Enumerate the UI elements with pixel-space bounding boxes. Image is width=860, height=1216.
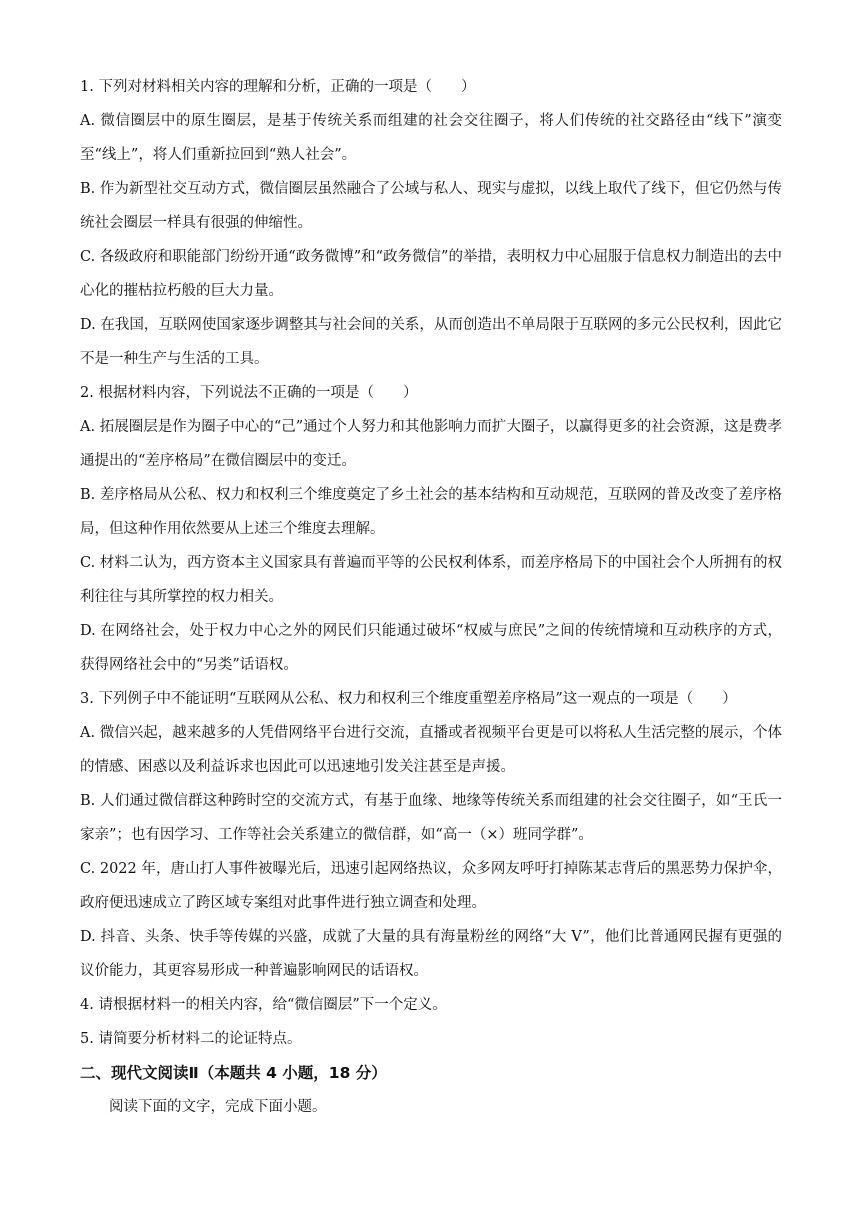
question-3-option-a: A. 微信兴起，越来越多的人凭借网络平台进行交流，直播或者视频平台更是可以将私人生活完整的展示，个体的情感、困惑以及利益诉求也因此可以迅速地引发关注甚至是声援。 (80, 725, 782, 775)
section-heading: 二、现代文阅读Ⅱ（本题共 4 小题，18 分） (80, 1064, 387, 1082)
question-2-stem: 2. 根据材料内容，下列说法不正确的一项是（ ） (80, 385, 418, 401)
question-1-option-a: A. 微信圈层中的原生圈层，是基于传统关系而组建的社会交往圈子，将人们传统的社交路径由“线下”演变至“线上”，将人们重新拉回到“熟人社会”。 (80, 113, 782, 163)
question-4-stem: 4. 请根据材料一的相关内容，给“微信圈层”下一个定义。 (80, 997, 447, 1013)
question-1-option-d: D. 在我国，互联网使国家逐步调整其与社会间的关系，从而创造出不单局限于互联网的多元公民权利，因此它不是一种生产与生活的工具。 (80, 317, 782, 367)
question-3-option-c: C. 2022 年，唐山打人事件被曝光后，迅速引起网络热议，众多网友呼吁打掉陈某志背后的黑恶势力保护伞，政府便迅速成立了跨区域专案组对此事件进行独立调查和处理。 (80, 861, 782, 911)
question-2-option-d: D. 在网络社会，处于权力中心之外的网民们只能通过破坏“权威与庶民”之间的传统情境和互动秩序的方式，获得网络社会中的“另类”话语权。 (80, 623, 782, 673)
question-1-option-c: C. 各级政府和职能部门纷纷开通“政务微博”和“政务微信”的举措，表明权力中心屈服于信息权力制造出的去中心化的摧枯拉朽般的巨大力量。 (80, 249, 782, 299)
question-1-option-b: B. 作为新型社交互动方式，微信圈层虽然融合了公域与私人、现实与虚拟，以线上取代了线下，但它仍然与传统社会圈层一样具有很强的伸缩性。 (80, 181, 782, 231)
section-instruction: 阅读下面的文字，完成下面小题。 (109, 1099, 327, 1115)
question-1-stem: 1. 下列对材料相关内容的理解和分析，正确的一项是（ ） (80, 79, 476, 95)
question-2-option-b: B. 差序格局从公私、权力和权利三个维度奠定了乡土社会的基本结构和互动规范，互联网的普及改变了差序格局，但这种作用依然要从上述三个维度去理解。 (80, 487, 782, 537)
question-5-stem: 5. 请简要分析材料二的论证特点。 (80, 1031, 302, 1047)
question-3-option-b: B. 人们通过微信群这种跨时空的交流方式，有基于血缘、地缘等传统关系而组建的社会交往圈子，如“王氏一家亲”；也有因学习、工作等社会关系建立的微信群，如“高一（×）班同学群”。 (80, 793, 782, 843)
question-2-option-c: C. 材料二认为，西方资本主义国家具有普遍而平等的公民权利体系，而差序格局下的中国社会个人所拥有的权利往往与其所掌控的权力相关。 (80, 555, 782, 605)
document-page (80, 70, 782, 1124)
question-3-stem: 3. 下列例子中不能证明“互联网从公私、权力和权利三个维度重塑差序格局”这一观点的一项是（ ） (80, 691, 737, 707)
question-3-option-d: D. 抖音、头条、快手等传媒的兴盛，成就了大量的具有海量粉丝的网络“大 V”，他们比普通网民握有更强的议价能力，其更容易形成一种普遍影响网民的话语权。 (80, 929, 782, 979)
question-2-option-a: A. 拓展圈层是作为圈子中心的“己”通过个人努力和其他影响力而扩大圈子，以赢得更多的社会资源，这是费孝通提出的“差序格局”在微信圈层中的变迁。 (80, 419, 782, 469)
